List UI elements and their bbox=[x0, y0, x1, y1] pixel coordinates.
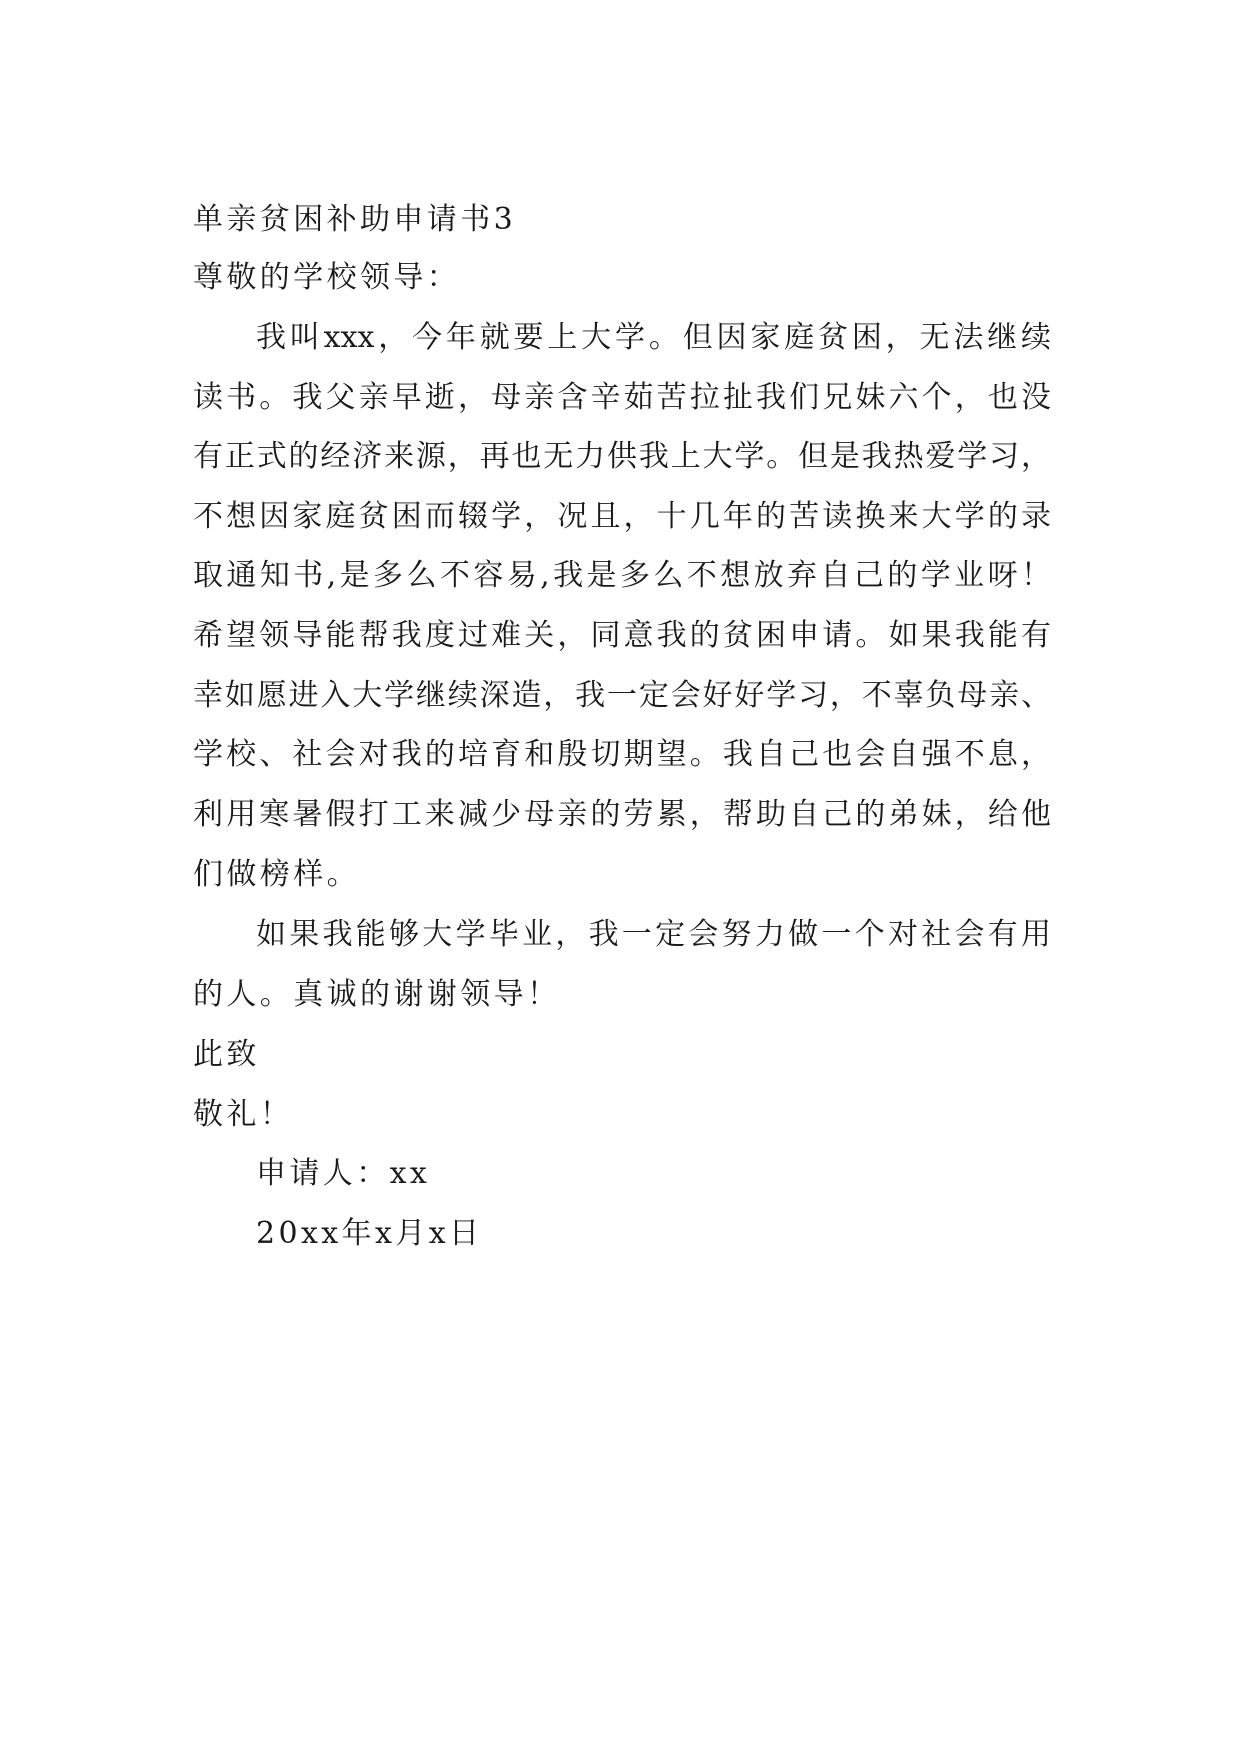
closing-line: 敬礼！ bbox=[193, 1097, 294, 1132]
document-title: 单亲贫困补助申请书3 bbox=[193, 202, 517, 237]
salutation: 尊敬的学校领导： bbox=[193, 260, 461, 295]
paragraph-line: 有正式的经济来源，再也无力供我上大学。但是我热爱学习， bbox=[193, 439, 1051, 474]
paragraph-line: 的人。真诚的谢谢领导！ bbox=[193, 977, 561, 1012]
paragraph-line: 读书。我父亲早逝，母亲含辛茹苦拉扯我们兄妹六个，也没 bbox=[193, 380, 1051, 415]
paragraph-line: 利用寒暑假打工来减少母亲的劳累，帮助自己的弟妹，给他 bbox=[193, 797, 1051, 832]
paragraph-line: 学校、社会对我的培育和殷切期望。我自己也会自强不息， bbox=[193, 737, 1051, 772]
paragraph-line: 不想因家庭贫困而辍学，况且，十几年的苦读换来大学的录 bbox=[193, 499, 1051, 534]
paragraph-line: 幸如愿进入大学继续深造，我一定会好好学习，不辜负母亲、 bbox=[193, 678, 1051, 713]
paragraph-line: 如果我能够大学毕业，我一定会努力做一个对社会有用 bbox=[256, 917, 1051, 952]
closing-line: 此致 bbox=[193, 1037, 260, 1072]
paragraph-line: 我叫xxx，今年就要上大学。但因家庭贫困，无法继续 bbox=[256, 320, 1051, 355]
applicant-signature: 申请人：xx bbox=[256, 1156, 431, 1191]
paragraph-line: 希望领导能帮我度过难关，同意我的贫困申请。如果我能有 bbox=[193, 618, 1051, 653]
paragraph-line: 们做榜样。 bbox=[193, 857, 360, 892]
date-line: 20xx年x月x日 bbox=[256, 1216, 483, 1251]
paragraph-line: 取通知书,是多么不容易,我是多么不想放弃自己的学业呀！ bbox=[193, 558, 1051, 593]
